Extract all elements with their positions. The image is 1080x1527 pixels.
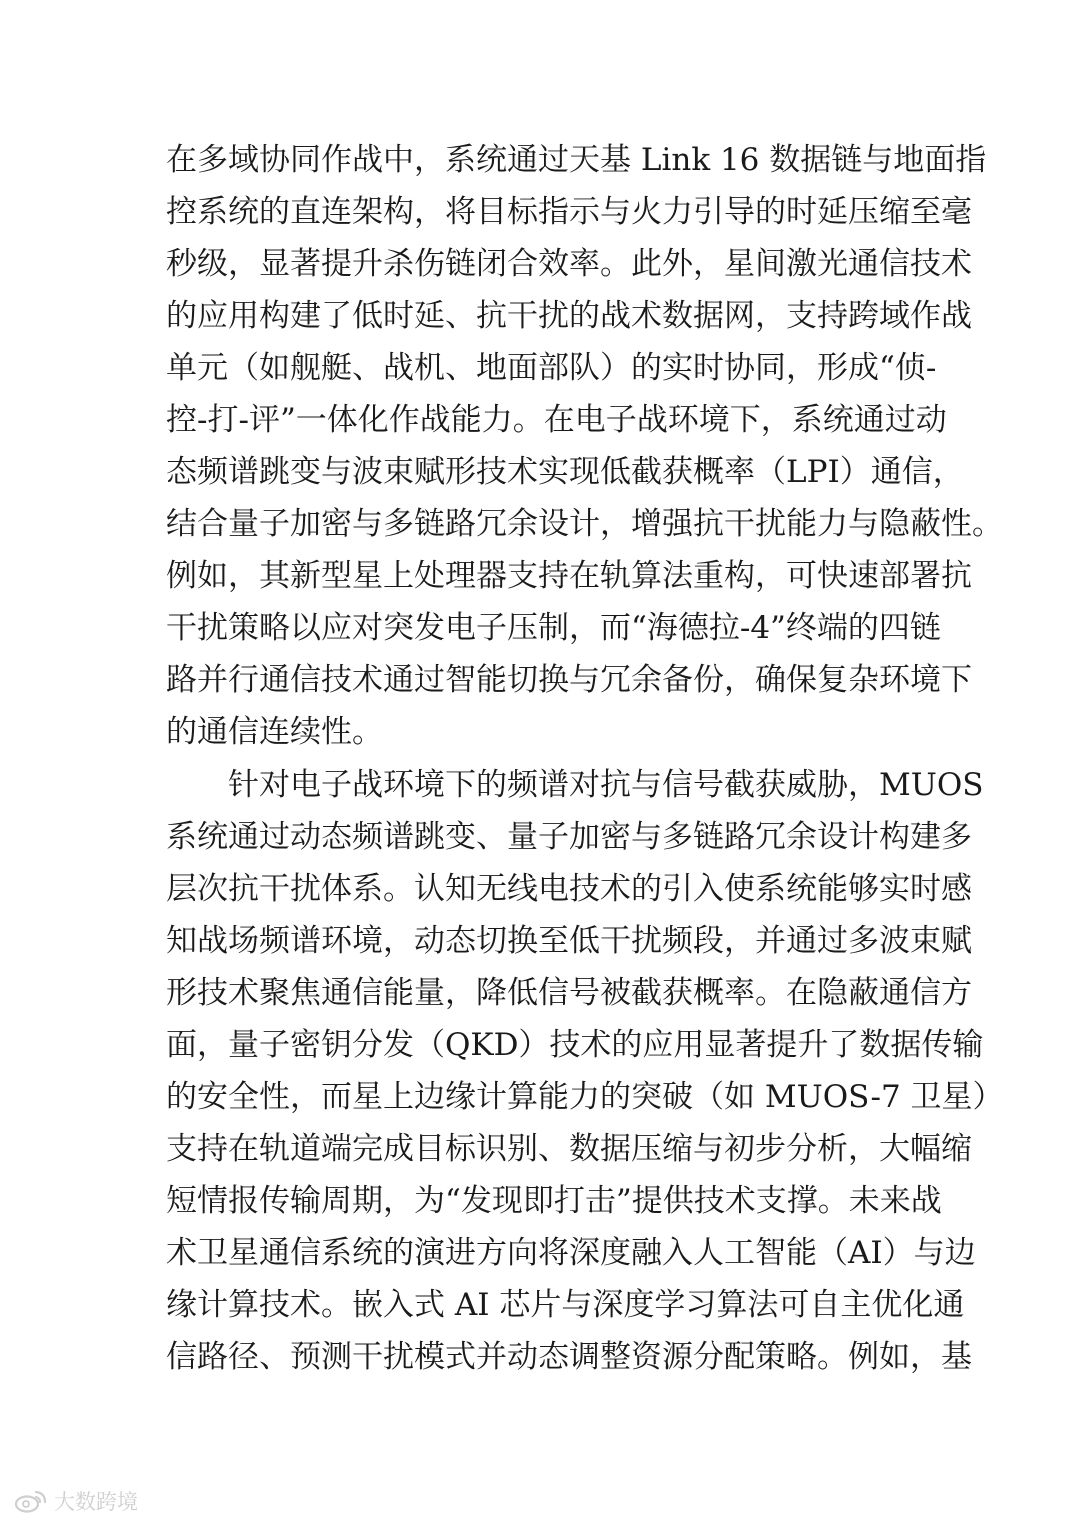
text-line: 形技术聚焦通信能量，降低信号被截获概率。在隐蔽通信方: [166, 975, 972, 1011]
text-line: 路并行通信技术通过智能切换与冗余备份，确保复杂环境下: [166, 662, 972, 698]
text-line: 态频谱跳变与波束赋形技术实现低截获概率（LPI）通信，: [166, 454, 964, 490]
text-line: 控系统的直连架构，将目标指示与火力引导的时延压缩至毫: [166, 194, 972, 230]
text-line: 支持在轨道端完成目标识别、数据压缩与初步分析，大幅缩: [166, 1131, 972, 1167]
text-line: 控-打-评”一体化作战能力。在电子战环境下，系统通过动: [166, 402, 947, 438]
text-line: 在多域协同作战中，系统通过天基 Link 16 数据链与地面指: [166, 142, 987, 178]
text-line: 短情报传输周期，为“发现即打击”提供技术支撑。未来战: [166, 1183, 942, 1219]
text-line: 结合量子加密与多链路冗余设计，增强抗干扰能力与隐蔽性。: [166, 506, 1003, 542]
paragraph-1: [166, 134, 1003, 758]
text-line: 针对电子战环境下的频谱对抗与信号截获威胁，MUOS: [166, 767, 984, 803]
text-line: 系统通过动态频谱跳变、量子加密与多链路冗余设计构建多: [166, 819, 972, 855]
text-line: 缘计算技术。嵌入式 AI 芯片与深度学习算法可自主优化通: [166, 1287, 965, 1323]
weibo-logo-icon: [14, 1489, 48, 1513]
text-line: 例如，其新型星上处理器支持在轨算法重构，可快速部署抗: [166, 558, 972, 594]
text-line: 面，量子密钥分发（QKD）技术的应用显著提升了数据传输: [166, 1027, 984, 1063]
watermark: [14, 1488, 138, 1514]
text-line: 秒级，显著提升杀伤链闭合效率。此外，星间激光通信技术: [166, 246, 972, 282]
text-line: 层次抗干扰体系。认知无线电技术的引入使系统能够实时感: [166, 871, 972, 907]
paragraph-2: [166, 759, 1004, 1383]
watermark-text: 大数跨境: [54, 1490, 138, 1514]
text-line: 的安全性，而星上边缘计算能力的突破（如 MUOS-7 卫星）: [166, 1079, 1004, 1115]
text-line: 信路径、预测干扰模式并动态调整资源分配策略。例如，基: [166, 1339, 972, 1375]
text-line: 干扰策略以应对突发电子压制，而“海德拉-4”终端的四链: [166, 610, 941, 646]
text-line: 的通信连续性。: [166, 714, 383, 750]
text-line: 知战场频谱环境，动态切换至低干扰频段，并通过多波束赋: [166, 923, 972, 959]
text-line: 的应用构建了低时延、抗干扰的战术数据网，支持跨域作战: [166, 298, 972, 334]
text-line: 单元（如舰艇、战机、地面部队）的实时协同，形成“侦-: [166, 350, 937, 386]
text-line: 术卫星通信系统的演进方向将深度融入人工智能（AI）与边: [166, 1235, 976, 1271]
